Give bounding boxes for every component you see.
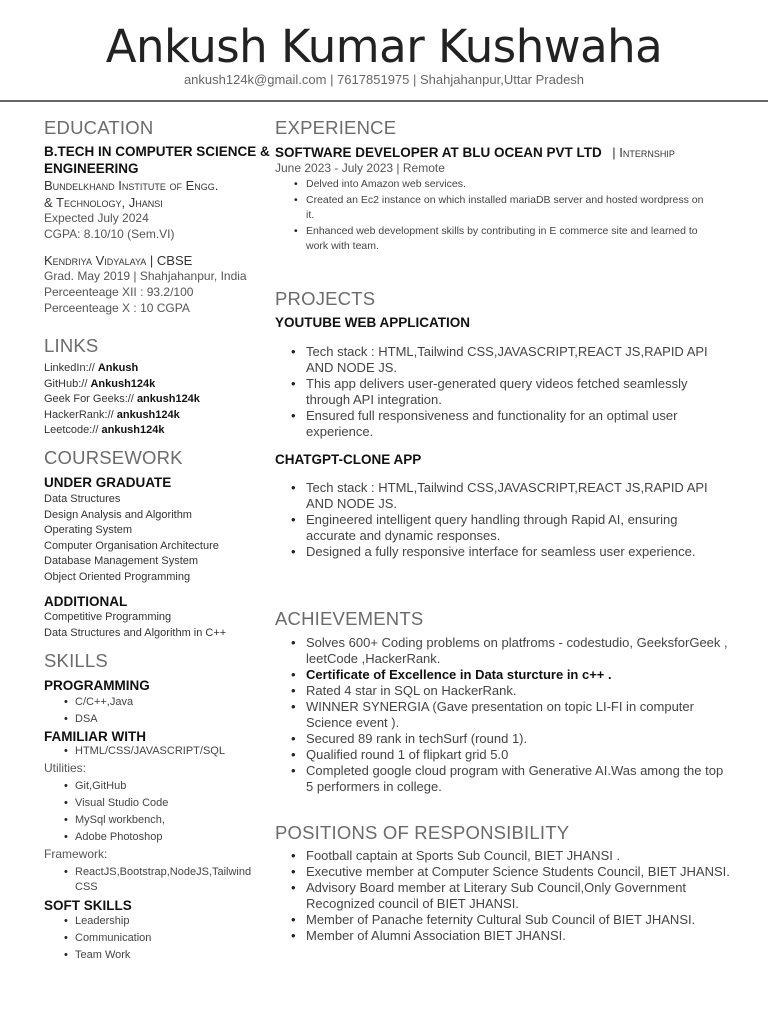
achievements-list [275, 635, 730, 795]
course-item: Operating System [44, 524, 133, 536]
course-item: Computer Organisation Architecture [44, 539, 219, 552]
link-label: Geek For Geeks:// [44, 393, 134, 405]
project-item: • Tech stack : HTML,Tailwind CSS,JAVASCRIPT,REACT JS,RAPID API AND NODE JS. [275, 344, 730, 376]
course-item: Database Management System [44, 555, 199, 567]
framework-label: Framework: [44, 847, 108, 861]
undergraduate-list [44, 492, 276, 585]
project-item: • Ensured full responsiveness and functionality for an optimal user experience. [275, 408, 730, 440]
course-item: Object Oriented Programming [44, 570, 191, 583]
position-item: • Member of Panache feternity Cultural Sub Council of BIET JHANSI. [275, 912, 730, 928]
skill-item: • C/C++,Java [44, 694, 276, 711]
skill-item: • Communication [44, 930, 276, 947]
familiar-list [44, 743, 276, 760]
percentage-x: Perceenteage X : 10 CGPA [44, 301, 190, 315]
college-line-1: Bundelkhand Institute of Engg. [44, 178, 219, 193]
programming-title: PROGRAMMING [44, 678, 150, 693]
utilities-label: Utilities: [44, 761, 87, 775]
skill-item: • DSA [44, 711, 276, 728]
skill-item: • Visual Studio Code [44, 795, 276, 812]
achievement-item: • Completed google cloud program with Generative AI.Was among the top 5 performers in college. [275, 763, 730, 795]
school-grad: Grad. May 2019 | Shahjahanpur, India [44, 269, 247, 283]
soft-skills-title: SOFT SKILLS [44, 898, 132, 913]
soft-skills-list [44, 913, 276, 964]
position-item: • Advisory Board member at Literary Sub Council,Only Government Recognized council of BIET JHANSI. [275, 880, 730, 912]
achievement-item: • WINNER SYNERGIA (Gave presentation on topic LI-FI in computer Science event ). [275, 699, 730, 731]
achievement-item [275, 667, 730, 683]
projects-heading: PROJECTS [275, 288, 376, 309]
framework-list [44, 865, 276, 895]
positions-list [275, 848, 730, 944]
link-value: ankush124k [136, 393, 200, 405]
link-label: HackerRank:// [44, 408, 114, 421]
experience-item: • Delved into Amazon web services. [275, 177, 705, 193]
link-linkedin[interactable] [44, 361, 200, 377]
links-heading: LINKS [44, 335, 99, 356]
experience-heading: EXPERIENCE [275, 117, 397, 138]
additional-title: ADDITIONAL [44, 594, 128, 609]
cgpa: CGPA: 8.10/10 (Sem.VI) [44, 227, 175, 241]
positions-heading: POSITIONS OF RESPONSIBILITY [275, 822, 570, 843]
expected-date: Expected July 2024 [44, 211, 149, 225]
familiar-title: FAMILIAR WITH [44, 729, 146, 744]
project-item: • Tech stack : HTML,Tailwind CSS,JAVASCRIPT,REACT JS,RAPID API AND NODE JS. [275, 480, 730, 512]
project-2-list [275, 480, 730, 560]
achievements-heading: ACHIEVEMENTS [275, 608, 424, 629]
project-1-title: YOUTUBE WEB APPLICATION [275, 315, 470, 330]
link-value: Ankush [97, 362, 139, 374]
position-item: • Football captain at Sports Sub Council, BIET JHANSI . [275, 848, 730, 864]
skill-item: • MySql workbench, [44, 812, 276, 829]
link-value: Ankush124k [90, 377, 156, 390]
undergraduate-title: UNDER GRADUATE [44, 475, 172, 490]
course-item: Competitive Programming [44, 611, 172, 623]
experience-role-line [275, 144, 675, 162]
resume-name: Ankush Kumar Kushwaha [105, 20, 663, 73]
experience-list [275, 177, 705, 255]
course-item: Data Structures and Algorithm in C++ [44, 626, 227, 639]
experience-item: • Enhanced web development skills by contributing in E commerce site and learned to work with team. [275, 224, 705, 255]
course-item: Design Analysis and Algorithm [44, 508, 192, 521]
education-section [44, 116, 153, 140]
experience-item: • Created an Ec2 instance on which installed mariaDB server and hosted wordpress on it. [275, 193, 705, 224]
link-value: ankush124k [116, 408, 180, 421]
project-item: • Engineered intelligent query handling through Rapid AI, ensuring accurate and dynamic responses. [275, 512, 730, 544]
skill-item: • ReactJS,Bootstrap,NodeJS,Tailwind CSS [44, 865, 276, 895]
project-item: • This app delivers user-generated query videos fetched seamlessly through API integration. [275, 376, 730, 408]
college-line-2: & Technology, Jhansi [44, 195, 163, 210]
education-heading: EDUCATION [44, 117, 154, 138]
project-item: • Designed a fully responsive interface for seamless user experience. [275, 544, 730, 560]
link-hackerrank[interactable] [44, 408, 200, 424]
skill-item: • HTML/CSS/JAVASCRIPT/SQL [44, 743, 276, 760]
link-leetcode[interactable] [44, 423, 200, 439]
experience-role: SOFTWARE DEVELOPER AT BLU OCEAN PVT LTD [275, 145, 602, 160]
link-label: GitHub:// [44, 377, 88, 390]
programming-list [44, 694, 276, 728]
coursework-heading: COURSEWORK [44, 447, 183, 468]
additional-list [44, 610, 276, 641]
degree-title: B.TECH IN COMPUTER SCIENCE & ENGINEERING [44, 144, 270, 176]
achievement-highlight: Certificate of Excellence in Data sturcture in c++ . [306, 667, 612, 682]
percentage-xii: Perceenteage XII : 93.2/100 [44, 285, 194, 299]
link-github[interactable] [44, 377, 200, 393]
skill-item: • Adobe Photoshop [44, 829, 276, 846]
experience-dates: June 2023 - July 2023 | Remote [275, 161, 445, 175]
skill-item: • Git,GitHub [44, 778, 276, 795]
project-1-list [275, 344, 730, 440]
achievement-item: • Solves 600+ Coding problems on platfroms - codestudio, GeeksforGeek , leetCode ,HackerRank. [275, 635, 730, 667]
achievement-item: • Secured 89 rank in techSurf (round 1). [275, 731, 730, 747]
utilities-list [44, 778, 276, 846]
project-2-title: CHATGPT-CLONE APP [275, 452, 422, 467]
course-item: Data Structures [44, 493, 121, 505]
position-item: • Executive member at Computer Science Students Council, BIET JHANSI. [275, 864, 730, 880]
link-geeksforgeeks[interactable] [44, 392, 200, 408]
school-name: Kendriya Vidyalaya | CBSE [44, 253, 193, 268]
experience-type: | Internship [612, 145, 675, 160]
contact-line: ankush124k@gmail.com | 7617851975 | Shahjahanpur,Uttar Pradesh [183, 72, 585, 87]
link-label: LinkedIn:// [44, 362, 95, 374]
achievement-item: • Qualified round 1 of flipkart grid 5.0 [275, 747, 730, 763]
links-list [44, 361, 200, 439]
header-divider [0, 100, 768, 102]
position-item: • Member of Alumni Association BIET JHANSI. [275, 928, 730, 944]
link-label: Leetcode:// [44, 424, 99, 436]
skills-heading: SKILLS [44, 650, 108, 671]
skill-item: • Leadership [44, 913, 276, 930]
skill-item: • Team Work [44, 947, 276, 964]
achievement-item: • Rated 4 star in SQL on HackerRank. [275, 683, 730, 699]
link-value: ankush124k [101, 424, 165, 436]
